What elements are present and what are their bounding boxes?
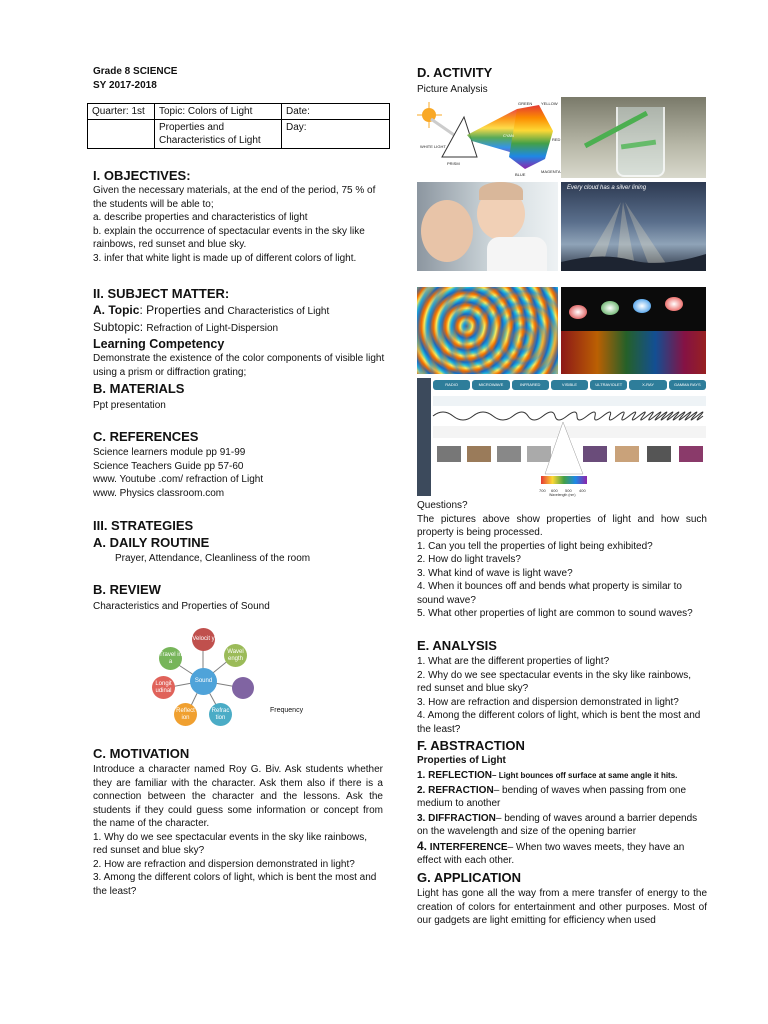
questions-intro: The pictures above show properties of light and how such property is being processed. [417, 513, 707, 538]
school-year-label: SY 2017-2018 [93, 80, 157, 91]
properties-list [417, 769, 707, 868]
glass-refraction-image [561, 97, 706, 178]
svg-text:500: 500 [565, 488, 572, 493]
topic-cell: Topic: Colors of Light [155, 104, 282, 120]
objectives-heading: I. OBJECTIVES: [93, 168, 191, 183]
wavelength-node: Wavel ength [224, 644, 247, 667]
analysis-item: 2. Why do we see spectacular events in the sky like rainbows, red sunset and blue sky? [417, 669, 692, 694]
subtopic-value: Refraction of Light-Dispersion [146, 323, 279, 334]
baby-hair [479, 182, 523, 200]
reference-item: Science Teachers Guide pp 57-60 [93, 460, 244, 472]
velocity-node: Velocit y [192, 628, 215, 651]
band-visible: VISIBLE [551, 380, 588, 390]
svg-text:Wavelength (nm): Wavelength (nm) [549, 493, 576, 497]
property-diffraction: 3. DIFFRACTION– bending of waves around a barrier depends on the wavelength and size of the opening barrier [417, 812, 698, 837]
competency-text: Demonstrate the existence of the color components of visible light using a prism or diffraction grating; [93, 353, 385, 378]
clouds-caption: Every cloud has a silver lining [567, 185, 647, 191]
empty-cell [88, 120, 155, 149]
analysis-item: 4. Among the different colors of light, which is bent the most and the least? [417, 710, 701, 735]
svg-text:CYAN: CYAN [503, 133, 514, 138]
band-radio: RADIO [433, 380, 470, 390]
objective-item: b. explain the occurrence of spectacular events in the sky like rainbows, red sunset and blue sky. [93, 225, 365, 250]
grade-label: Grade 8 SCIENCE [93, 66, 178, 77]
clouds-image [561, 182, 706, 271]
motivation-item: 3. Among the different colors of light, which is bent the most and the least? [93, 872, 377, 897]
reference-item: Science learners module pp 91-99 [93, 447, 246, 458]
question-item: 5. What other properties of light are common to sound waves? [417, 608, 693, 619]
objectives-intro: Given the necessary materials, at the end of the period, 75 % of the students will be able to; [93, 185, 376, 210]
em-spectrum-image [417, 378, 706, 496]
band-gamma: GAMMA RAYS [669, 380, 706, 390]
question-item: 1. Can you tell the properties of light being exhibited? [417, 540, 653, 552]
analysis-item: 1. What are the different properties of light? [417, 656, 610, 667]
quarter-cell: Quarter: 1st [88, 104, 155, 120]
svg-text:600: 600 [551, 488, 558, 493]
daily-routine-text: Prayer, Attendance, Cleanliness of the room [115, 553, 311, 564]
red-light [569, 305, 587, 319]
lesson-cell: Properties and Characteristics of Light [155, 120, 282, 149]
band-xray: X-RAY [629, 380, 666, 390]
svg-text:700: 700 [539, 488, 546, 493]
svg-text:WHITE LIGHT: WHITE LIGHT [420, 144, 446, 149]
svg-text:RED: RED [552, 137, 561, 142]
red-light-2 [665, 297, 683, 311]
activity-heading: D. ACTIVITY [417, 65, 493, 80]
reflection-node: Reflect ion [174, 703, 197, 726]
blank-node [232, 677, 254, 699]
prism-image [417, 97, 561, 178]
light-floor-reflection [561, 331, 706, 374]
sun-rays [561, 182, 706, 271]
subject-matter-heading: II. SUBJECT MATTER: [93, 286, 230, 301]
frequency-label: Frequency [270, 707, 304, 714]
motivation-text: Introduce a character named Roy G. Biv. Ask students whether they are familiar with the character. Ask them also if there is a connection between the character and the lessons. Ask the students if they could guess some information or concept from the name of the character. [93, 764, 383, 829]
reference-item: www. Physics classroom.com [93, 487, 225, 499]
questions-label: Questions? [417, 500, 468, 511]
prism-illustration [417, 97, 561, 178]
band-ultraviolet: ULTRAVIOLET [590, 380, 627, 390]
daily-routine-heading: A. DAILY ROUTINE [93, 535, 210, 550]
strategies-heading: III. STRATEGIES [93, 518, 194, 533]
lesson-info-table [87, 103, 390, 149]
objective-item: 3. infer that white light is made up of different colors of light. [93, 252, 357, 264]
questions-block [417, 499, 707, 621]
topic-label: A. Topic [93, 303, 140, 317]
materials-text: Ppt presentation [93, 400, 166, 411]
svg-text:400: 400 [579, 488, 586, 493]
spectrum-band-row [433, 380, 706, 390]
spectrum-side-strip [417, 378, 431, 496]
interference-overlay [417, 287, 558, 374]
green-light [601, 301, 619, 315]
analysis-heading: E. ANALYSIS [417, 638, 497, 653]
travel-node: Travel in a [159, 647, 182, 670]
abstraction-heading: F. ABSTRACTION [417, 738, 525, 753]
property-refraction: 2. REFRACTION– bending of waves when passing from one medium to another [417, 784, 687, 809]
motivation-item: 1. Why do we see spectacular events in the sky like rainbows, red sunset and blue sky? [93, 831, 368, 856]
reference-item: www. Youtube .com/ refraction of Light [93, 474, 264, 485]
analysis-list [417, 655, 707, 736]
svg-text:GREEN: GREEN [518, 101, 533, 106]
refraction-node: Refrac tion [209, 703, 232, 726]
subtopic-label: Subtopic: [93, 320, 147, 334]
objectives-body [93, 184, 385, 265]
date-cell: Date: [282, 104, 390, 120]
property-reflection: 1. REFLECTION– Light bounces off surface at same angle it hits. [417, 770, 678, 781]
motivation-item: 2. How are refraction and dispersion demonstrated in light? [93, 858, 355, 870]
svg-text:YELLOW: YELLOW [541, 101, 558, 106]
application-heading: G. APPLICATION [417, 870, 521, 885]
sound-concept-diagram [145, 628, 265, 728]
subtopic-line [93, 320, 278, 334]
competency-heading: Learning Competency [93, 337, 225, 351]
review-text: Characteristics and Properties of Sound [93, 601, 270, 612]
abstraction-subheading: Properties of Light [417, 755, 506, 766]
review-heading: B. REVIEW [93, 582, 161, 597]
question-item: 3. What kind of wave is light wave? [417, 567, 573, 579]
band-microwave: MICROWAVE [472, 380, 509, 390]
property-interference: 4. INTERFERENCE– When two waves meets, they have an effect with each other. [417, 838, 685, 866]
question-item: 4. When it bounces off and bends what property is similar to sound wave? [417, 581, 682, 606]
question-item: 2. How do light travels? [417, 554, 521, 565]
analysis-item: 3. How are refraction and dispersion demonstrated in light? [417, 696, 679, 708]
interference-image [417, 287, 558, 374]
colored-lights-image [561, 287, 706, 374]
band-infrared: INFRARED [512, 380, 549, 390]
svg-text:MAGENTA: MAGENTA [541, 169, 561, 174]
baby-shirt [487, 237, 547, 271]
application-text: Light has gone all the way from a mere transfer of energy to the creation of colors for entertainment and other purposes. Most of our gadgets are light emitting for efficiency when used [417, 888, 707, 926]
motivation-body [93, 763, 383, 898]
spectrum-graphic [433, 392, 706, 496]
topic-line: A. Topic: Properties and Characteristics of Light [93, 303, 330, 317]
activity-subheading: Picture Analysis [417, 84, 488, 95]
baby-mirror-image [417, 182, 558, 271]
day-cell: Day: [282, 120, 390, 149]
materials-heading: B. MATERIALS [93, 381, 185, 396]
objective-item: a. describe properties and characteristics of light [93, 212, 308, 223]
references-heading: C. REFERENCES [93, 429, 199, 444]
baby-reflection-face [421, 200, 473, 262]
references-list [93, 446, 263, 500]
svg-text:PRISM: PRISM [447, 161, 460, 166]
longitudinal-node: Longit udinal [152, 676, 175, 699]
blue-light [633, 299, 651, 313]
topic-value: : Properties and [139, 303, 228, 317]
motivation-heading: C. MOTIVATION [93, 746, 190, 761]
svg-text:BLUE: BLUE [515, 172, 526, 177]
sound-center-node: Sound [190, 668, 217, 695]
